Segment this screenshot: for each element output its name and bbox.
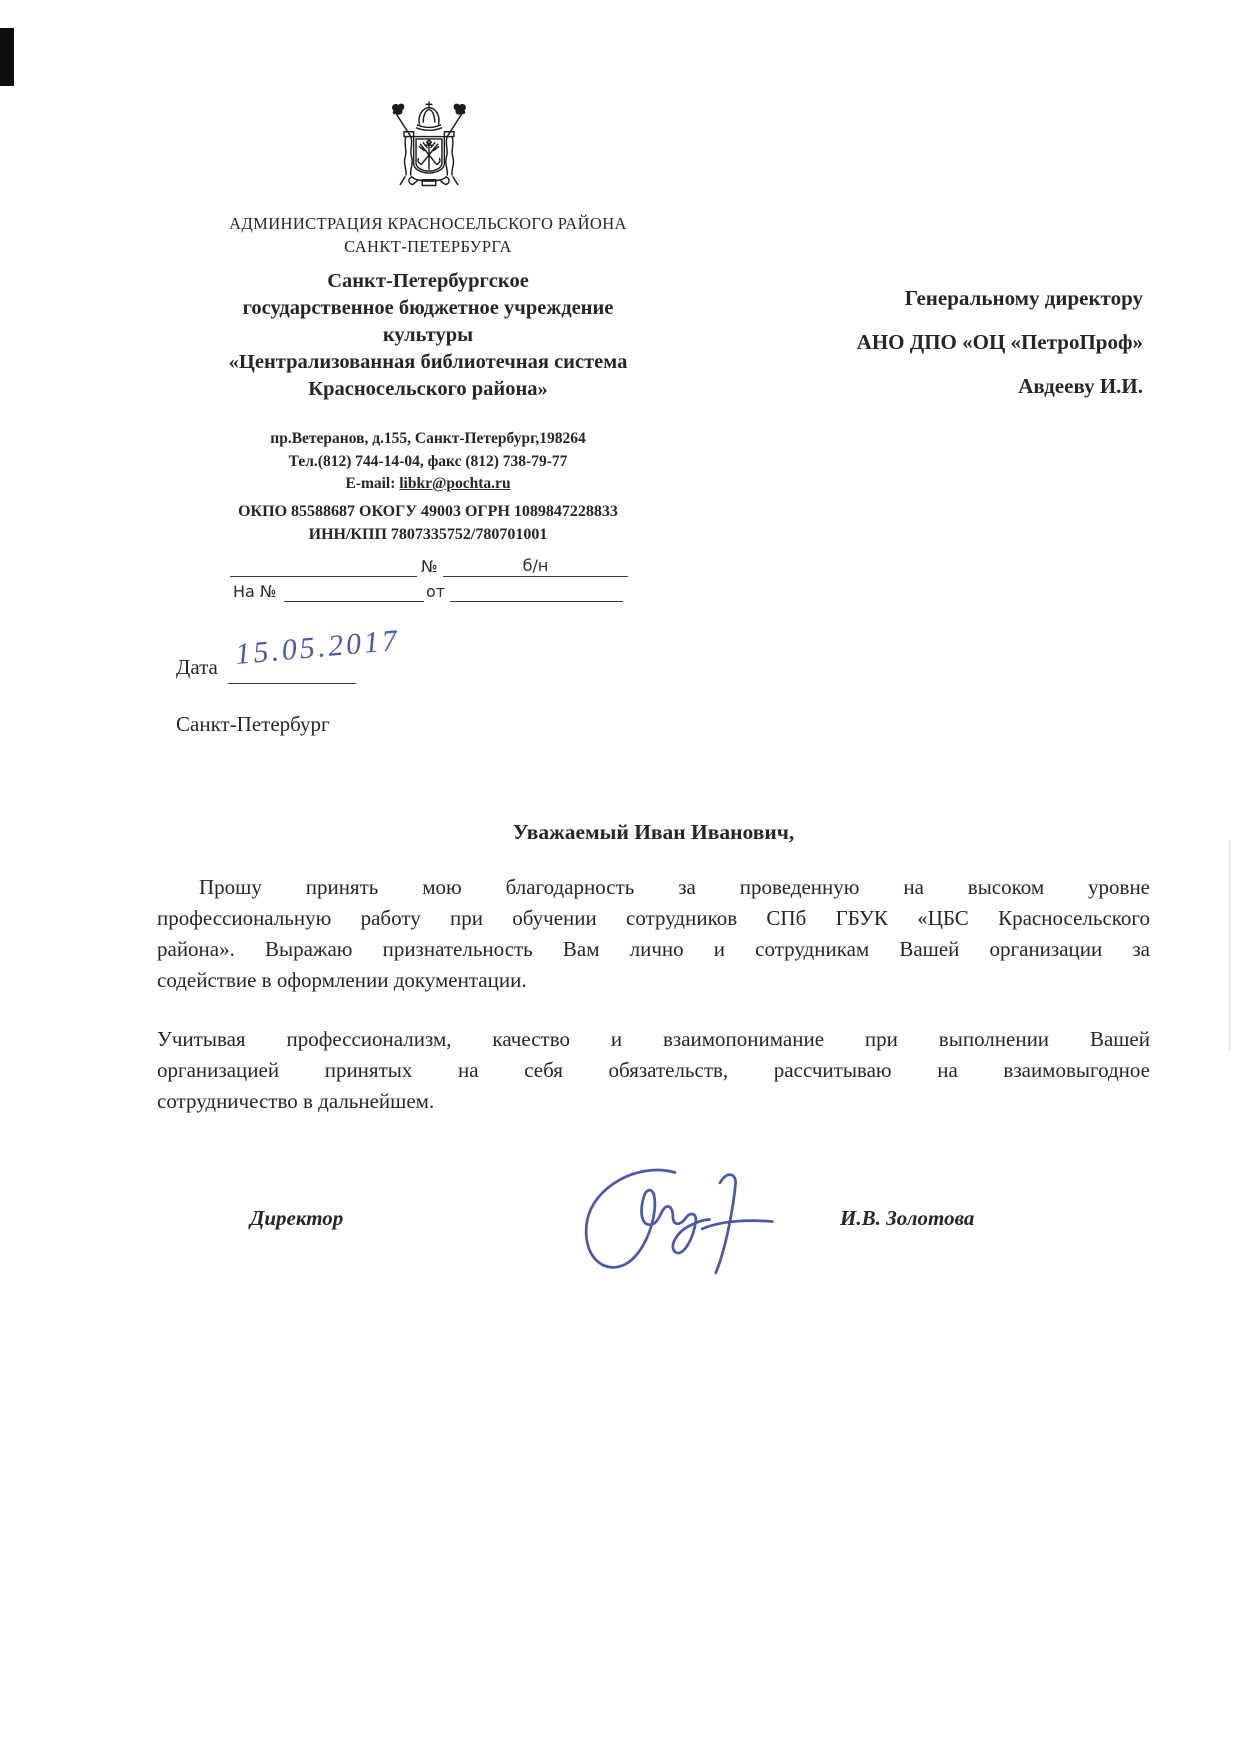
registry-codes [128, 500, 728, 546]
postal-address: пр.Ветеранов, д.155, Санкт-Петербург,198264 [270, 430, 586, 447]
email-line [128, 473, 728, 496]
administration-heading [128, 212, 728, 258]
body-line: профессиональную работу при обучении сотрудников СПб ГБУК «ЦБС Красносельского [157, 906, 1150, 930]
reply-from-label: от [426, 582, 446, 601]
org-line: Красносельского района» [308, 378, 548, 400]
signer-position-title: Директор [250, 1206, 344, 1230]
handwritten-signature-icon [570, 1162, 780, 1282]
body-line: сотрудничество в дальнейшем. [157, 1089, 435, 1113]
org-line: государственное бюджетное учреждение [242, 297, 614, 319]
number-value-line [443, 556, 628, 577]
reply-number-blank-line [284, 581, 424, 602]
contact-block [128, 428, 728, 496]
body-line: Прошу принять мою благодарность за проведенную на высоком уровне [199, 875, 1150, 899]
body-paragraph-1 [157, 872, 1150, 996]
email-label: E-mail: [345, 475, 400, 492]
body-paragraph-2 [157, 1024, 1150, 1117]
org-line: культуры [382, 324, 474, 346]
phone-fax: Тел.(812) 744-14-04, факс (812) 738-79-77 [288, 452, 568, 470]
administration-line2: САНКТ-ПЕТЕРБУРГА [344, 237, 512, 256]
scan-artifact-mark [0, 28, 14, 86]
coat-of-arms-saint-petersburg-icon [381, 100, 477, 205]
recipient-organization: АНО ДПО «ОЦ «ПетроПроф» [856, 330, 1143, 354]
salutation: Уважаемый Иван Иванович, [512, 820, 795, 844]
recipient-position: Генеральному директору [904, 286, 1143, 310]
body-line: района». Выражаю признательность Вам лично и сотрудникам Вашей организации за [157, 937, 1150, 961]
reply-date-blank-line [450, 581, 623, 602]
number-value: б/н [522, 556, 549, 575]
number-label: № [421, 557, 438, 576]
org-line: «Централизованная библиотечная система [228, 351, 628, 373]
recipient-block [700, 276, 1143, 408]
body-line: организацией принятых на себя обязательств, рассчитываю на взаимовыгодное [157, 1058, 1150, 1082]
signer-name: И.В. Золотова [840, 1206, 975, 1230]
okpo-ogrn-line: ОКПО 85588687 ОКОГУ 49003 ОГРН 1089847228833 [238, 503, 618, 520]
date-label: Дата [176, 655, 218, 679]
outgoing-date-blank-line [230, 556, 417, 577]
email-address: libkr@pochta.ru [399, 475, 511, 492]
organization-name [128, 268, 728, 403]
scan-edge-line [1228, 840, 1231, 1050]
body-line: Учитывая профессионализм, качество и взаимопонимание при выполнении Вашей [157, 1027, 1150, 1051]
reply-number-label: На № [233, 582, 277, 601]
org-line: Санкт-Петербургское [327, 270, 529, 292]
administration-line1: АДМИНИСТРАЦИЯ КРАСНОСЕЛЬСКОГО РАЙОНА [229, 214, 627, 233]
city-name: Санкт-Петербург [176, 712, 330, 736]
recipient-person: Авдееву И.И. [1018, 374, 1143, 398]
handwritten-date: 15.05.2017 [234, 623, 402, 672]
body-line: содействие в оформлении документации. [157, 968, 527, 992]
inn-kpp-line: ИНН/КПП 7807335752/780701001 [308, 526, 548, 543]
